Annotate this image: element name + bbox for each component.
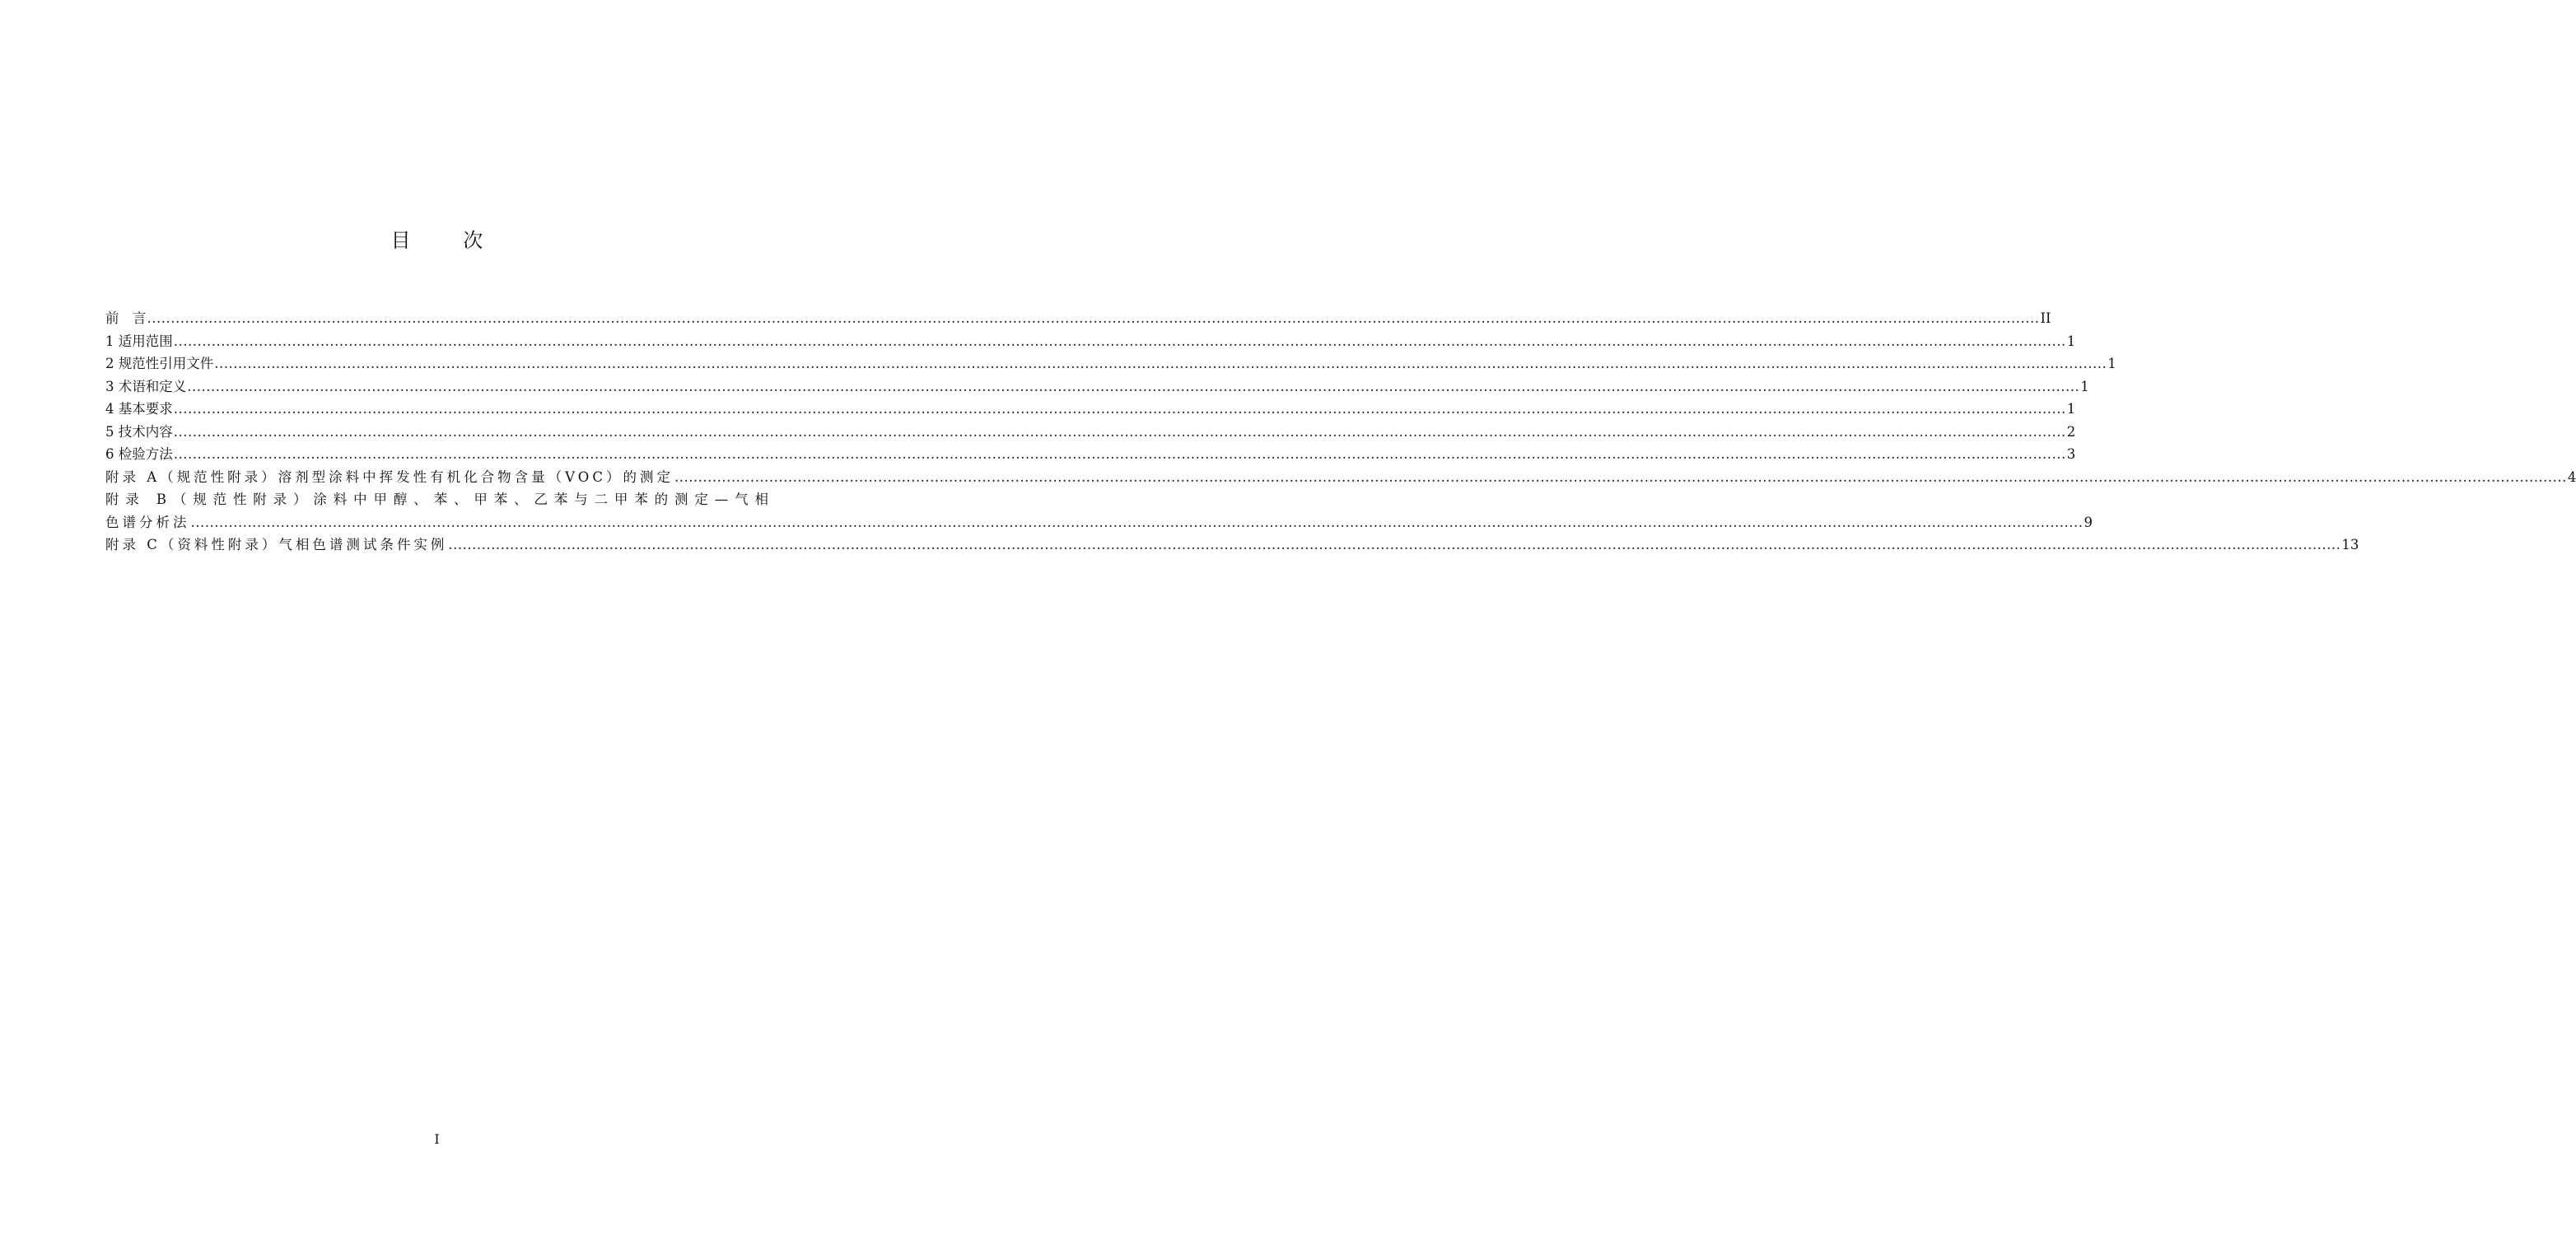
toc-entry-page: 4 — [2567, 468, 2576, 485]
page-title: 目 次 — [390, 229, 506, 252]
toc-leader-dots: ................................................................................................................................................................................................................................................................................................................................................................................................................ — [214, 356, 2107, 371]
page-number: I — [434, 1131, 440, 1147]
toc-entry-label: 前 言 — [105, 310, 147, 326]
toc-entry-label: 4 基本要求 — [105, 401, 173, 417]
toc-entry-label: 2 规范性引用文件 — [105, 356, 214, 371]
toc-entry-page: 1 — [2066, 401, 2076, 417]
toc-entry-label: 5 技术内容 — [105, 423, 173, 440]
toc-leader-dots: ................................................................................................................................................................................................................................................................................................................................................................................................................ — [173, 401, 2066, 417]
toc-leader-dots: ................................................................................................................................................................................................................................................................................................................................................................................................................ — [173, 446, 2066, 462]
toc-entry-page: 2 — [2066, 423, 2076, 440]
toc-entry-annex-b-line1[interactable] — [105, 488, 769, 511]
toc-leader-dots: ................................................................................................................................................................................................................................................................................................................................................................................................................ — [674, 468, 2567, 485]
toc-leader-dots: ................................................................................................................................................................................................................................................................................................................................................................................................................ — [187, 378, 2080, 394]
toc-entry-label: 附录 A（规范性附录）溶剂型涂料中挥发性有机化合物含量（VOC）的测定 — [105, 468, 674, 485]
toc-entry-page: II — [2040, 310, 2051, 326]
toc-leader-dots: ................................................................................................................................................................................................................................................................................................................................................................................................................ — [448, 537, 2341, 552]
toc-entry-label: 附录 C（资料性附录）气相色谱测试条件实例 — [105, 537, 448, 552]
toc-entry-technical-content[interactable] — [105, 421, 2076, 444]
toc-entry-page: 9 — [2084, 514, 2093, 530]
toc-entry-page: 13 — [2341, 537, 2359, 552]
toc-leader-dots: ................................................................................................................................................................................................................................................................................................................................................................................................................ — [190, 514, 2084, 530]
toc-entry-basic-requirements[interactable] — [105, 398, 2076, 421]
toc-entry-foreword[interactable] — [105, 307, 2051, 330]
toc-entry-label: 3 术语和定义 — [105, 378, 187, 394]
table-of-contents — [105, 307, 2576, 557]
toc-entry-page: 1 — [2080, 378, 2089, 394]
toc-entry-terms-definitions[interactable] — [105, 375, 2089, 398]
toc-entry-scope[interactable] — [105, 330, 2076, 353]
toc-entry-label: 1 适用范围 — [105, 333, 173, 349]
toc-entry-test-methods[interactable] — [105, 443, 2076, 466]
toc-entry-label: 色谱分析法 — [105, 514, 190, 530]
toc-entry-normative-references[interactable] — [105, 352, 2116, 375]
toc-entry-label: 附录 B（规范性附录）涂料中甲醇、苯、甲苯、乙苯与二甲苯的测定—气相 — [105, 492, 769, 507]
toc-entry-annex-c[interactable] — [105, 534, 2359, 557]
toc-leader-dots: ................................................................................................................................................................................................................................................................................................................................................................................................................ — [147, 310, 2040, 326]
toc-entry-label: 6 检验方法 — [105, 446, 173, 462]
toc-entry-page: 1 — [2107, 356, 2116, 371]
toc-entry-annex-b-line2[interactable] — [105, 511, 2093, 534]
toc-leader-dots: ................................................................................................................................................................................................................................................................................................................................................................................................................ — [173, 423, 2066, 440]
toc-entry-page: 3 — [2066, 446, 2076, 462]
toc-entry-annex-a[interactable] — [105, 466, 2576, 489]
toc-entry-page: 1 — [2066, 333, 2076, 349]
toc-leader-dots: ................................................................................................................................................................................................................................................................................................................................................................................................................ — [173, 333, 2066, 349]
